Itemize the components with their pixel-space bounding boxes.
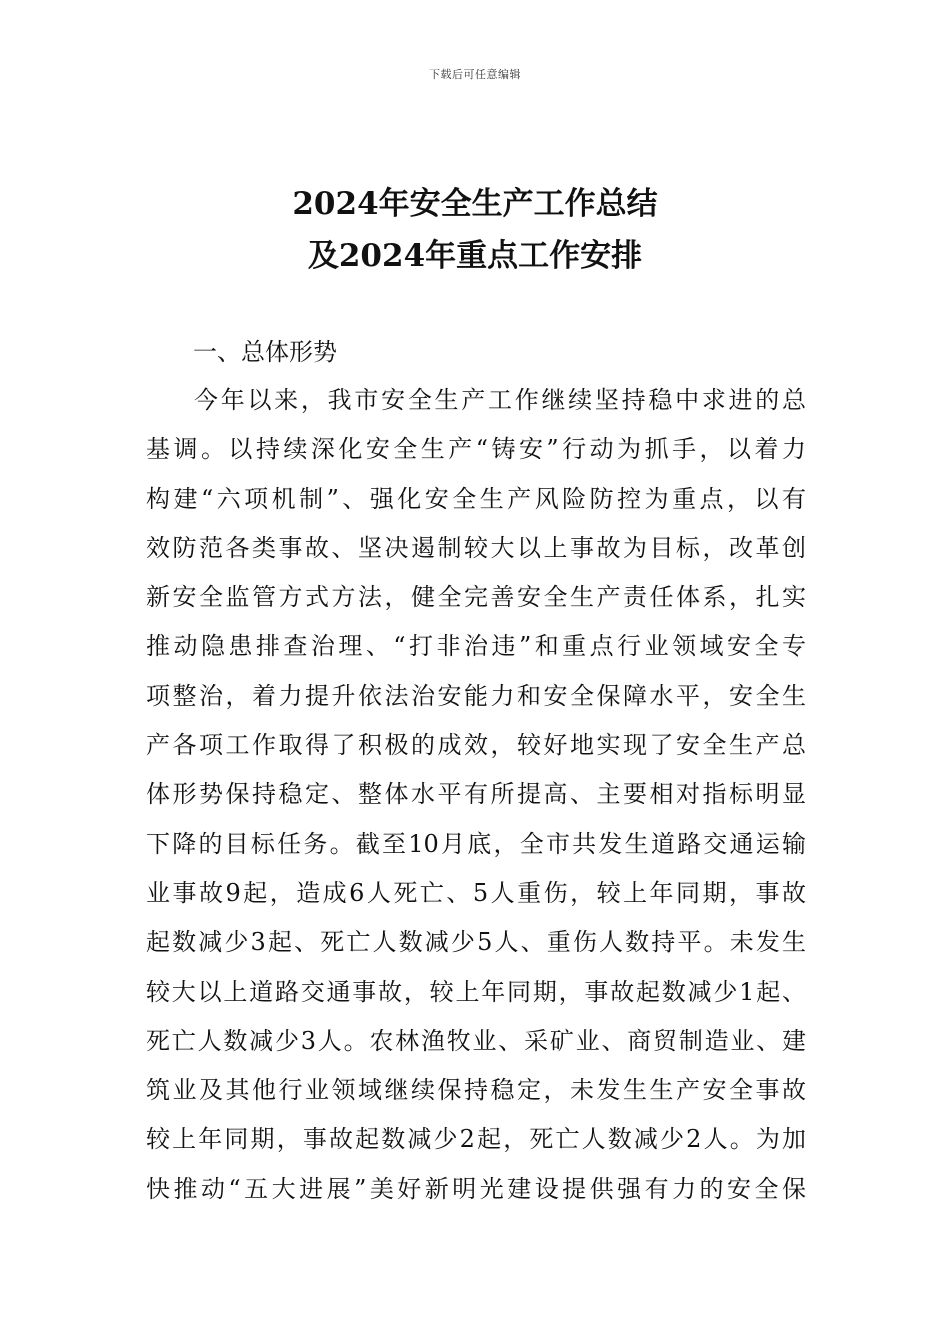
paragraph-line: 较大以上道路交通事故，较上年同期，事故起数减少1起、 (146, 977, 806, 1006)
paragraph-line: 业事故9起，造成6人死亡、5人重伤，较上年同期，事故 (146, 878, 806, 907)
paragraph-line: 快推动“五大进展”美好新明光建设提供强有力的安全保 (146, 1174, 806, 1203)
paragraph-line: 效防范各类事故、坚决遏制较大以上事故为目标，改革创 (146, 533, 806, 562)
paragraph-line: 推动隐患排查治理、“打非治违”和重点行业领域安全专 (146, 632, 806, 661)
title-line-1: 2024年安全生产工作总结 (292, 186, 658, 222)
paragraph-line: 项整治，着力提升依法治安能力和安全保障水平，安全生 (146, 681, 806, 710)
paragraph-line: 新安全监管方式方法，健全完善安全生产责任体系，扎实 (146, 583, 806, 612)
paragraph-line: 基调。以持续深化安全生产“铸安”行动为抓手，以着力 (146, 435, 806, 464)
paragraph-line: 筑业及其他行业领域继续保持稳定，未发生生产安全事故 (146, 1076, 806, 1105)
paragraph-line: 较上年同期，事故起数减少2起，死亡人数减少2人。为加 (146, 1125, 806, 1154)
title-line-2: 及2024年重点工作安排 (307, 238, 643, 274)
paragraph-line: 构建“六项机制”、强化安全生产风险防控为重点，以有 (146, 484, 806, 513)
section-heading: 一、总体形势 (193, 338, 337, 366)
paragraph-line: 产各项工作取得了积极的成效，较好地实现了安全生产总 (146, 731, 806, 760)
paragraph-line: 体形势保持稳定、整体水平有所提高、主要相对指标明显 (146, 780, 806, 809)
paragraph-line: 起数减少3起、死亡人数减少5人、重伤人数持平。未发生 (146, 928, 806, 957)
paragraph-line: 死亡人数减少3人。农林渔牧业、采矿业、商贸制造业、建 (146, 1026, 806, 1055)
header-note: 下载后可任意编辑 (429, 68, 521, 81)
page-title (0, 178, 950, 282)
paragraph-line: 今年以来，我市安全生产工作继续坚持稳中求进的总 (194, 386, 806, 414)
body-paragraph (146, 376, 806, 1214)
paragraph-line: 下降的目标任务。截至10月底，全市共发生道路交通运输 (146, 829, 806, 858)
